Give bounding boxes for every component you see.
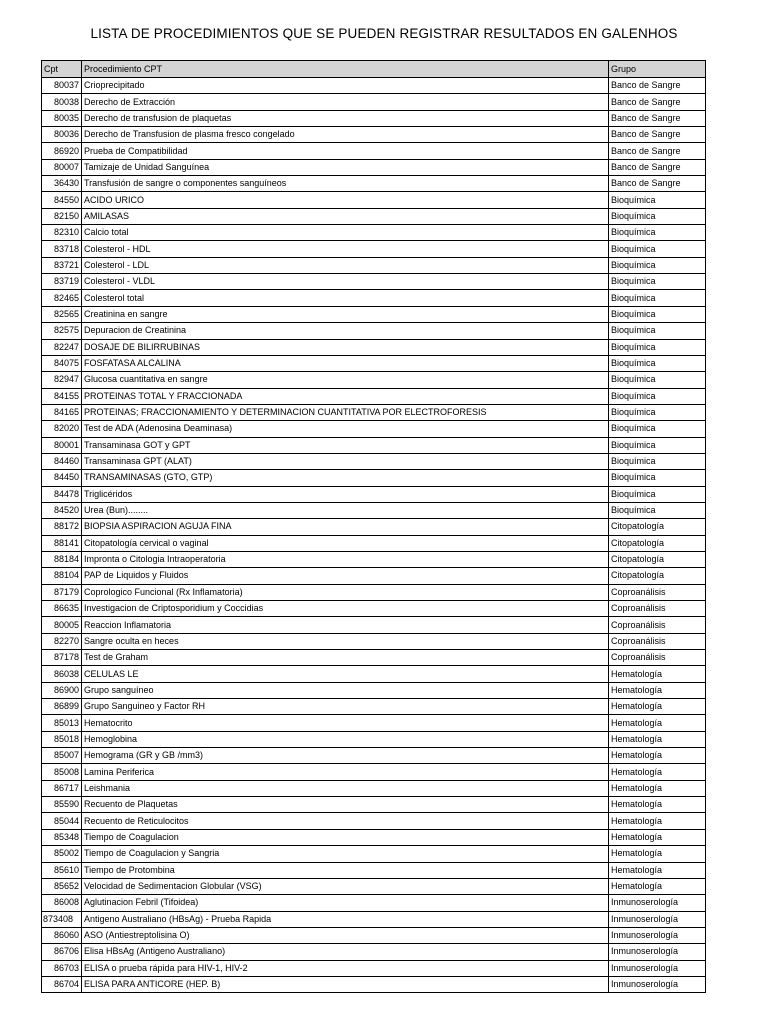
cpt-cell: 84550 (42, 192, 82, 208)
procedure-cell: Tiempo de Coagulacion y Sangria (82, 846, 609, 862)
group-cell: Bioquímica (609, 241, 706, 257)
procedure-cell: Colesterol - HDL (82, 241, 609, 257)
procedure-cell: PROTEINAS; FRACCIONAMIENTO Y DETERMINACION CUANTITATIVA POR ELECTROFORESIS (82, 404, 609, 420)
table-row (42, 404, 706, 420)
table-row (42, 339, 706, 355)
cpt-cell: 80038 (42, 94, 82, 110)
procedures-table (41, 60, 706, 993)
procedure-cell: Transaminasa GPT (ALAT) (82, 453, 609, 469)
cpt-cell: 36430 (42, 176, 82, 192)
cpt-cell: 86920 (42, 143, 82, 159)
group-cell: Citopatología (609, 535, 706, 551)
cpt-cell: 80001 (42, 437, 82, 453)
cpt-cell: 86717 (42, 780, 82, 796)
cpt-cell: 80005 (42, 617, 82, 633)
procedure-cell: Triglicéridos (82, 486, 609, 502)
group-cell: Inmunoserología (609, 960, 706, 976)
group-cell: Hematología (609, 846, 706, 862)
procedure-cell: Reaccion Inflamatoria (82, 617, 609, 633)
table-row (42, 731, 706, 747)
cpt-cell: 85002 (42, 846, 82, 862)
procedure-cell: Hemoglobina (82, 731, 609, 747)
table-row (42, 208, 706, 224)
procedure-cell: Recuento de Reticulocitos (82, 813, 609, 829)
procedure-cell: AMILASAS (82, 208, 609, 224)
group-cell: Banco de Sangre (609, 176, 706, 192)
procedure-cell: Tiempo de Protombina (82, 862, 609, 878)
group-cell: Inmunoserología (609, 927, 706, 943)
procedure-cell: Crioprecipitado (82, 78, 609, 94)
table-row (42, 453, 706, 469)
cpt-cell: 83719 (42, 274, 82, 290)
group-cell: Bioquímica (609, 388, 706, 404)
procedure-cell: Elisa HBsAg (Antigeno Australiano) (82, 944, 609, 960)
procedure-cell: Glucosa cuantitativa en sangre (82, 372, 609, 388)
table-row (42, 976, 706, 992)
group-cell: Hematología (609, 699, 706, 715)
table-row (42, 470, 706, 486)
table-row (42, 829, 706, 845)
cpt-cell: 84460 (42, 453, 82, 469)
cpt-cell: 86038 (42, 666, 82, 682)
procedure-cell: Hematocrito (82, 715, 609, 731)
group-cell: Bioquímica (609, 306, 706, 322)
cpt-cell: 85008 (42, 764, 82, 780)
group-cell: Coproanálisis (609, 650, 706, 666)
group-cell: Hematología (609, 797, 706, 813)
group-cell: Bioquímica (609, 486, 706, 502)
cpt-cell: 82565 (42, 306, 82, 322)
table-row (42, 699, 706, 715)
cpt-cell: 80036 (42, 127, 82, 143)
cpt-cell: 80037 (42, 78, 82, 94)
cpt-cell: 87179 (42, 584, 82, 600)
group-cell: Bioquímica (609, 257, 706, 273)
procedure-cell: Coprologico Funcional (Rx Inflamatoria) (82, 584, 609, 600)
procedure-cell: Antigeno Australiano (HBsAg) - Prueba Rapida (82, 911, 609, 927)
table-row (42, 944, 706, 960)
cpt-cell: 80007 (42, 159, 82, 175)
table-row (42, 372, 706, 388)
table-row (42, 780, 706, 796)
table-row (42, 437, 706, 453)
table-row (42, 960, 706, 976)
procedure-cell: Colesterol total (82, 290, 609, 306)
procedure-cell: Tiempo de Coagulacion (82, 829, 609, 845)
table-row (42, 764, 706, 780)
procedure-cell: Grupo sanguíneo (82, 682, 609, 698)
procedure-cell: CELULAS LE (82, 666, 609, 682)
procedure-cell: Lamina Periferica (82, 764, 609, 780)
group-cell: Bioquímica (609, 355, 706, 371)
cpt-cell: 84450 (42, 470, 82, 486)
procedure-cell: ACIDO URICO (82, 192, 609, 208)
table-row (42, 110, 706, 126)
cpt-cell: 82465 (42, 290, 82, 306)
cpt-cell: 86703 (42, 960, 82, 976)
group-cell: Bioquímica (609, 453, 706, 469)
cpt-cell: 86706 (42, 944, 82, 960)
table-row (42, 568, 706, 584)
group-cell: Hematología (609, 829, 706, 845)
cpt-cell: 85018 (42, 731, 82, 747)
table-row (42, 633, 706, 649)
group-cell: Bioquímica (609, 372, 706, 388)
group-cell: Bioquímica (609, 339, 706, 355)
cpt-cell: 87178 (42, 650, 82, 666)
cpt-cell: 873408 (42, 911, 82, 927)
group-cell: Banco de Sangre (609, 94, 706, 110)
table-row (42, 617, 706, 633)
cpt-cell: 85348 (42, 829, 82, 845)
table-row (42, 878, 706, 894)
procedure-cell: Creatinina en sangre (82, 306, 609, 322)
group-cell: Bioquímica (609, 274, 706, 290)
table-row (42, 78, 706, 94)
cpt-cell: 88104 (42, 568, 82, 584)
group-cell: Banco de Sangre (609, 143, 706, 159)
cpt-cell: 86704 (42, 976, 82, 992)
procedure-cell: Transaminasa GOT y GPT (82, 437, 609, 453)
cpt-cell: 82575 (42, 323, 82, 339)
procedure-cell: FOSFATASA ALCALINA (82, 355, 609, 371)
group-cell: Hematología (609, 780, 706, 796)
cpt-cell: 85007 (42, 748, 82, 764)
table-row (42, 846, 706, 862)
table-row (42, 911, 706, 927)
group-cell: Bioquímica (609, 470, 706, 486)
group-cell: Inmunoserología (609, 944, 706, 960)
group-cell: Inmunoserología (609, 976, 706, 992)
table-row (42, 551, 706, 567)
cpt-cell: 86635 (42, 601, 82, 617)
table-row (42, 192, 706, 208)
cpt-cell: 84155 (42, 388, 82, 404)
table-row (42, 225, 706, 241)
group-cell: Hematología (609, 862, 706, 878)
cpt-cell: 88141 (42, 535, 82, 551)
cpt-cell: 85044 (42, 813, 82, 829)
procedure-cell: Grupo Sanguineo y Factor RH (82, 699, 609, 715)
group-cell: Hematología (609, 813, 706, 829)
table-row (42, 323, 706, 339)
table-row (42, 650, 706, 666)
table-row (42, 797, 706, 813)
table-row (42, 421, 706, 437)
cpt-cell: 82947 (42, 372, 82, 388)
header-procedure: Procedimiento CPT (82, 61, 609, 78)
cpt-cell: 82150 (42, 208, 82, 224)
table-row (42, 601, 706, 617)
procedure-cell: Impronta o Citologia Intraoperatoria (82, 551, 609, 567)
document-title: LISTA DE PROCEDIMIENTOS QUE SE PUEDEN REGISTRAR RESULTADOS EN GALENHOS (90, 26, 678, 41)
table-header-row (42, 61, 706, 78)
procedure-cell: Depuracion de Creatinina (82, 323, 609, 339)
group-cell: Hematología (609, 731, 706, 747)
group-cell: Citopatología (609, 519, 706, 535)
table-row (42, 290, 706, 306)
table-row (42, 176, 706, 192)
cpt-cell: 82310 (42, 225, 82, 241)
group-cell: Banco de Sangre (609, 127, 706, 143)
cpt-cell: 86899 (42, 699, 82, 715)
group-cell: Inmunoserología (609, 895, 706, 911)
procedure-cell: Tamizaje de Unidad Sanguínea (82, 159, 609, 175)
table-row (42, 813, 706, 829)
table-row (42, 748, 706, 764)
cpt-cell: 86008 (42, 895, 82, 911)
cpt-cell: 84478 (42, 486, 82, 502)
table-row (42, 927, 706, 943)
procedure-cell: BIOPSIA ASPIRACION AGUJA FINA (82, 519, 609, 535)
group-cell: Citopatología (609, 551, 706, 567)
procedure-cell: Test de Graham (82, 650, 609, 666)
group-cell: Bioquímica (609, 404, 706, 420)
group-cell: Hematología (609, 878, 706, 894)
cpt-cell: 85652 (42, 878, 82, 894)
procedure-cell: Velocidad de Sedimentacion Globular (VSG) (82, 878, 609, 894)
cpt-cell: 85590 (42, 797, 82, 813)
cpt-cell: 88172 (42, 519, 82, 535)
table-body (42, 78, 706, 993)
procedure-cell: Citopatología cervical o vaginal (82, 535, 609, 551)
group-cell: Hematología (609, 682, 706, 698)
procedure-cell: Urea (Bun)........ (82, 502, 609, 518)
cpt-cell: 85013 (42, 715, 82, 731)
group-cell: Citopatología (609, 568, 706, 584)
group-cell: Coproanálisis (609, 617, 706, 633)
group-cell: Bioquímica (609, 502, 706, 518)
table-row (42, 143, 706, 159)
cpt-cell: 82020 (42, 421, 82, 437)
header-cpt: Cpt (42, 61, 82, 78)
group-cell: Coproanálisis (609, 633, 706, 649)
table-row (42, 715, 706, 731)
procedure-cell: PROTEINAS TOTAL Y FRACCIONADA (82, 388, 609, 404)
cpt-cell: 84165 (42, 404, 82, 420)
group-cell: Bioquímica (609, 421, 706, 437)
table-row (42, 94, 706, 110)
table-row (42, 159, 706, 175)
procedure-cell: Recuento de Plaquetas (82, 797, 609, 813)
table-row (42, 306, 706, 322)
procedure-cell: Leishmania (82, 780, 609, 796)
table-row (42, 682, 706, 698)
table-row (42, 355, 706, 371)
procedure-cell: DOSAJE DE BILIRRUBINAS (82, 339, 609, 355)
group-cell: Bioquímica (609, 290, 706, 306)
cpt-cell: 84075 (42, 355, 82, 371)
procedure-cell: Investigacion de Criptosporidium y Coccidias (82, 601, 609, 617)
procedure-cell: PAP de Liquidos y Fluidos (82, 568, 609, 584)
procedure-cell: Aglutinacion Febril (Tifoidea) (82, 895, 609, 911)
table-row (42, 519, 706, 535)
procedure-cell: Derecho de Extracción (82, 94, 609, 110)
procedure-cell: Derecho de Transfusion de plasma fresco congelado (82, 127, 609, 143)
group-cell: Hematología (609, 764, 706, 780)
cpt-cell: 86060 (42, 927, 82, 943)
cpt-cell: 86900 (42, 682, 82, 698)
group-cell: Bioquímica (609, 323, 706, 339)
table-row (42, 502, 706, 518)
table-row (42, 486, 706, 502)
procedure-cell: ASO (Antiestreptolisina O) (82, 927, 609, 943)
procedure-cell: Derecho de transfusion de plaquetas (82, 110, 609, 126)
cpt-cell: 82270 (42, 633, 82, 649)
cpt-cell: 83721 (42, 257, 82, 273)
procedure-cell: ELISA o prueba rápida para HIV-1, HIV-2 (82, 960, 609, 976)
cpt-cell: 88184 (42, 551, 82, 567)
procedure-cell: Transfusión de sangre o componentes sanguíneos (82, 176, 609, 192)
procedure-cell: Colesterol - VLDL (82, 274, 609, 290)
group-cell: Hematología (609, 748, 706, 764)
procedure-cell: TRANSAMINASAS (GTO, GTP) (82, 470, 609, 486)
group-cell: Bioquímica (609, 225, 706, 241)
table-row (42, 127, 706, 143)
table-row (42, 584, 706, 600)
group-cell: Banco de Sangre (609, 78, 706, 94)
header-group: Grupo (609, 61, 706, 78)
procedure-cell: Test de ADA (Adenosina Deaminasa) (82, 421, 609, 437)
table-row (42, 257, 706, 273)
group-cell: Bioquímica (609, 192, 706, 208)
cpt-cell: 80035 (42, 110, 82, 126)
group-cell: Bioquímica (609, 208, 706, 224)
table-row (42, 388, 706, 404)
procedure-cell: Colesterol - LDL (82, 257, 609, 273)
procedure-cell: Calcio total (82, 225, 609, 241)
group-cell: Coproanálisis (609, 584, 706, 600)
cpt-cell: 84520 (42, 502, 82, 518)
group-cell: Bioquímica (609, 437, 706, 453)
group-cell: Hematología (609, 666, 706, 682)
group-cell: Banco de Sangre (609, 159, 706, 175)
table-row (42, 274, 706, 290)
group-cell: Coproanálisis (609, 601, 706, 617)
procedure-cell: Hemograma (GR y GB /mm3) (82, 748, 609, 764)
procedure-cell: Prueba de Compatibilidad (82, 143, 609, 159)
cpt-cell: 85610 (42, 862, 82, 878)
cpt-cell: 82247 (42, 339, 82, 355)
table-row (42, 666, 706, 682)
group-cell: Banco de Sangre (609, 110, 706, 126)
table-row (42, 535, 706, 551)
table-row (42, 862, 706, 878)
group-cell: Hematología (609, 715, 706, 731)
procedure-cell: ELISA PARA ANTICORE (HEP. B) (82, 976, 609, 992)
table-row (42, 895, 706, 911)
group-cell: Inmunoserología (609, 911, 706, 927)
cpt-cell: 83718 (42, 241, 82, 257)
procedure-cell: Sangre oculta en heces (82, 633, 609, 649)
table-row (42, 241, 706, 257)
